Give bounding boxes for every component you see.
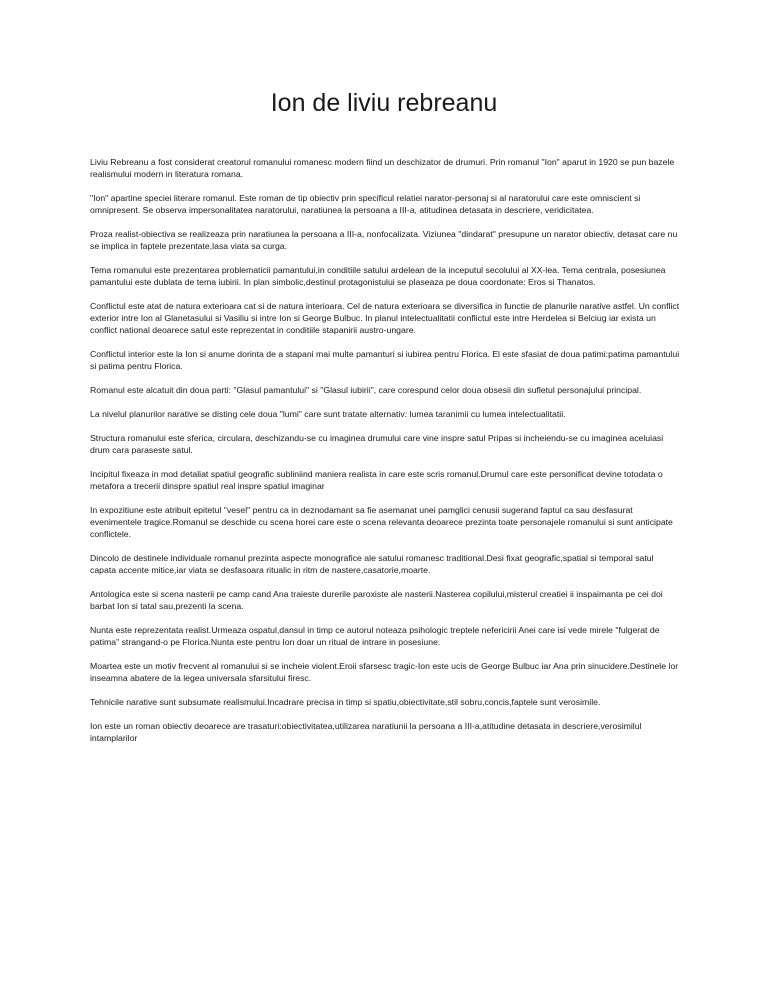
paragraph: In expozitiune este atribuit epitetul "vesel" pentru ca in deznodamant sa fie asemanat unei pamglici cenusii sugerand faptul ca sau desfasurat evenimentele tragice.Romanul se deschide cu scena horei care este o scena relevanta deoarece prezinta toate personajele romanului si sunt anticipate conflictele. (90, 505, 673, 539)
paragraph: Incipitul fixeaza in mod detaliat spatiul geografic subliniind maniera realista in care este scris romanul.Drumul care este personificat devine totodata o metafora a trecerii dinspre spatiul real inspre spatiul imaginar (90, 469, 663, 491)
paragraph: Liviu Rebreanu a fost considerat creatorul romanului romanesc modern fiind un deschizator de drumuri. Prin romanul "Ion" aparut in 1920 se pun bazele realismului modern in literatura romana. (90, 157, 675, 179)
paragraph: "Ion" apartine speciei literare romanul. Este roman de tip obiectiv prin specificul relatiei narator-personaj si al naratorului care este omniscient si omnipresent. Se observa impersonalitatea naratorului, naratiunea la persoana a III-a, atitudinea detasata in descriere, veridicitatea. (90, 193, 641, 215)
paragraph: Moartea este un motiv frecvent al romanului si se incheie violent.Eroii sfarsesc tragic-Ion este ucis de George Bulbuc iar Ana prin sinucidere.Destinele lor inseamna abatere de la legea universala sfarsitului firesc. (90, 661, 679, 683)
paragraph: Ion este un roman obiectiv deoarece are trasaturi:obiectivitatea,utilizarea naratiunii la persoana a III-a,atitudine detasata in descriere,verosimilul intamplarilor (90, 721, 642, 743)
document-body (90, 156, 680, 756)
paragraph: Tehnicile narative sunt subsumate realismului.Incadrare precisa in timp si spatiu,obiectivitate,stil sobru,concis,faptele sunt verosimile. (90, 697, 601, 707)
paragraph: Dincolo de destinele individuale romanul prezinta aspecte monografice ale satului romanesc traditional.Desi fixat geografic,spatial si temporal satul capata accente mitice,iar viata se desfasoara ritualic in ritm de nastere,casatorie,moarte. (90, 553, 654, 575)
paragraph: Romanul este alcatuit din doua parti: "Glasul pamantului" si "Glasul iubirii", care corespund celor doua obsesii din sufletul personajului principal. (90, 385, 642, 395)
paragraph: La nivelul planurilor narative se disting cele doua "lumi" care sunt tratate alternativ: lumea taranimii cu lumea intelectualitatii. (90, 409, 566, 419)
paragraph: Proza realist-obiectiva se realizeaza prin naratiunea la persoana a III-a, nonfocalizata. Viziunea "dindarat" presupune un narator obiectiv, detasat care nu se implica in faptele prezentate,lasa viata sa curga. (90, 229, 678, 251)
paragraph: Tema romanului este prezentarea problematicii pamantului,in conditiile satului ardelean de la inceputul secolului al XX-lea. Tema centrala, posesiunea pamantului este dublata de tema iubirii. In plan simbolic,destinul protagonistului se plaseaza pe doua coordonate: Eros si Thanatos. (90, 265, 666, 287)
paragraph: Conflictul interior este la Ion si anume dorinta de a stapani mai multe pamanturi si iubirea pentru Florica. El este sfasiat de doua patimi:patima pamantului si patima pentru Florica. (90, 349, 680, 371)
paragraph: Nunta este reprezentata realist.Urmeaza ospatul,dansul in timp ce autorul noteaza psihologic treptele nefericirii Anei care isi vede mirele "fulgerat de patima" strangand-o pe Florica.Nunta este pentru Ion doar un ritual de intrare in posesiune. (90, 625, 660, 647)
paragraph: Antologica este si scena nasterii pe camp cand Ana traieste durerile paroxiste ale nasterii.Nasterea copilului,misterul creatiei ii inspaimanta pe cei doi barbat Ion si tatal sau,prezenti la scena. (90, 589, 663, 611)
document-title: Ion de liviu rebreanu (270, 89, 498, 117)
paragraph: Conflictul este atat de natura exterioara cat si de natura interioara. Cel de natura exterioara se diversifica in functie de planurile narative astfel. Un conflict exterior intre Ion al Glanetasului si Vasiliu si intre Ion si George Bulbuc. In planul intelectualitatii conflictul este intre Herdelea si Belciug iar exista un conflict national deoarece satul este reprezentat in conditiile stapanirii austro-ungare. (90, 301, 680, 335)
paragraph: Structura romanului este sferica, circulara, deschizandu-se cu imaginea drumului care vine inspre satul Pripas si incheiendu-se cu imaginea aceluiasi drum cara paraseste satul. (90, 433, 664, 455)
